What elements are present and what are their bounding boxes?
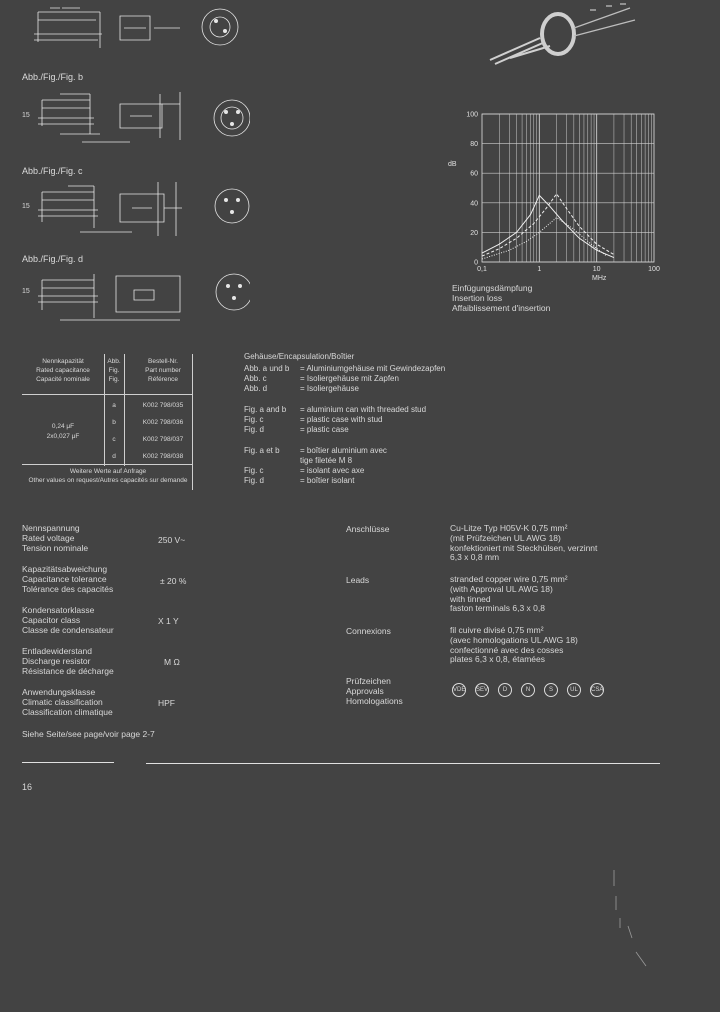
- table-row-part-number: K002 798/035: [142, 402, 184, 409]
- spec-climatic-value: HPF: [158, 698, 175, 708]
- chart-x-tick-label: 0,1: [477, 266, 487, 273]
- table-row-part-number: K002 798/037: [142, 436, 184, 443]
- chart-y-tick-label: 0: [474, 259, 478, 267]
- see-page-note: Siehe Seite/see page/voir page 2-7: [22, 729, 155, 739]
- enclosure-label: Fig. c: [244, 415, 264, 424]
- footer-rule-left: [22, 762, 114, 763]
- figure-d-label: Abb./Fig./Fig. d: [22, 254, 84, 264]
- enclosure-label: Abb. d: [244, 384, 268, 393]
- table-row-part-number: K002 798/036: [142, 419, 184, 426]
- enclosure-label: Fig. d: [244, 425, 265, 434]
- spec-climatic-labels: Anwendungsklasse Climatic classification Classification climatique: [22, 687, 113, 717]
- chart-y-tick-label: 40: [470, 200, 478, 208]
- chart-y-tick-label: 60: [470, 170, 478, 178]
- chart-x-tick-label: 1: [537, 266, 542, 273]
- table-row-fig: d: [112, 453, 116, 460]
- spec-discharge-labels: Entladewiderstand Discharge resistor Résistance de décharge: [22, 646, 114, 676]
- figure-b-drawing: [20, 84, 250, 154]
- enclosure-label: Fig. a and b: [244, 405, 287, 414]
- d-mark-icon: D: [498, 683, 512, 697]
- connections-label-fr: Connexions: [346, 626, 391, 636]
- connections-value-de: Cu-Litze Typ H05V-K 0,75 mm² (mit Prüfzeichen UL AWG 18) konfektioniert mit Steckhülsen, verzinnt 6,3 x 0,8 mm: [450, 523, 598, 563]
- enclosure-label: Fig. c: [244, 466, 264, 475]
- connections-label-de: Anschlüsse: [346, 524, 390, 534]
- ul-mark-icon: UL: [567, 683, 581, 697]
- chart-y-tick-label: 100: [466, 111, 478, 119]
- enclosure-label: Abb. c: [244, 374, 267, 383]
- chart-frame: [482, 114, 654, 262]
- spec-rated-voltage-value: 250 V~: [158, 535, 186, 545]
- spec-class-value: X 1 Y: [158, 616, 179, 626]
- enclosure-title: Gehäuse/Encapsulation/Boîtier: [244, 352, 355, 361]
- enclosure-value: = Isoliergehäuse: [300, 384, 359, 393]
- figure-d-lead-label: 15: [22, 288, 30, 295]
- enclosure-value: = aluminium can with threaded stud: [300, 405, 427, 414]
- spec-tolerance-labels: Kapazitätsabweichung Capacitance tolerance Tolérance des capacités: [22, 564, 114, 594]
- enclosure-label: Fig. d: [244, 476, 265, 485]
- enclosure-value: = plastic case with stud: [300, 415, 383, 424]
- figure-c-drawing: [20, 178, 250, 242]
- table-header-figure: Abb. Fig. Fig.: [107, 358, 121, 383]
- enclosure-value: = Isoliergehäuse mit Zapfen: [300, 374, 399, 383]
- margin-marks: [606, 866, 656, 976]
- enclosure-value: = boîtier isolant: [300, 476, 355, 485]
- s-mark-icon: S: [544, 683, 558, 697]
- ordering-table: [22, 352, 194, 492]
- table-row-fig: a: [112, 402, 116, 409]
- connections-value-fr: fil cuivre divisé 0,75 mm² (avec homologations UL AWG 18) confectionné avec des cosses plates 6,3 x 0,8, étamées: [450, 625, 578, 665]
- table-footer: Weitere Werte auf Anfrage Other values on request/Autres capacités sur demande: [28, 468, 188, 484]
- spec-class-labels: Kondensatorklasse Capacitor class Classe de condensateur: [22, 605, 114, 635]
- approval-marks: [452, 683, 604, 697]
- figure-b-lead-label: 15: [22, 112, 30, 119]
- chart-y-tick-label: 20: [470, 229, 478, 237]
- page-number: 16: [22, 782, 33, 792]
- connections-value-en: stranded copper wire 0,75 mm² (with Approval UL AWG 18) with tinned faston terminals 6,3 x 0,8: [450, 574, 568, 614]
- table-row-fig: b: [112, 419, 116, 426]
- chart-y-tick-label: 80: [470, 141, 478, 149]
- chart-caption: Einfügungsdämpfung Insertion loss Affaiblissement d'insertion: [452, 283, 551, 314]
- table-row-part-number: K002 798/038: [142, 453, 184, 460]
- enclosure-value: tige filetée M 8: [300, 456, 353, 465]
- table-row-fig: c: [112, 436, 116, 443]
- table-header-capacitance: Nennkapazität Rated capacitance Capacité nominale: [36, 358, 90, 383]
- csa-mark-icon: CSA: [590, 683, 604, 697]
- vde-mark-icon: VDE: [452, 683, 466, 697]
- figure-b-label: Abb./Fig./Fig. b: [22, 72, 84, 82]
- figure-d-drawing: [20, 266, 250, 328]
- n-mark-icon: N: [521, 683, 535, 697]
- spec-tolerance-value: ± 20 %: [160, 576, 187, 586]
- figure-c-label: Abb./Fig./Fig. c: [22, 166, 83, 176]
- approvals-labels: Prüfzeichen Approvals Homologations: [346, 676, 403, 706]
- spec-rated-voltage-labels: Nennspannung Rated voltage Tension nominale: [22, 523, 89, 553]
- footer-rule-right: [146, 763, 660, 764]
- table-header-part-number: Bestell-Nr. Part number Référence: [145, 358, 181, 383]
- sev-mark-icon: SEV: [475, 683, 489, 697]
- enclosure-value: = isolant avec axe: [300, 466, 365, 475]
- table-capacitance-values: 0,24 μF 2x0,027 μF: [46, 423, 80, 440]
- spec-discharge-value: M Ω: [164, 657, 180, 667]
- insertion-loss-chart: [440, 104, 670, 282]
- chart-ticks: [466, 112, 660, 274]
- chart-grid: [482, 114, 654, 262]
- figure-c-lead-label: 15: [22, 203, 30, 210]
- chart-series-line: [482, 218, 607, 259]
- enclosure-label: Fig. a et b: [244, 446, 280, 455]
- enclosure-label: Abb. a und b: [244, 364, 290, 373]
- enclosure-value: = plastic case: [300, 425, 349, 434]
- capacitor-photo: [470, 0, 660, 70]
- chart-ylabel: dB: [448, 161, 457, 168]
- connections-label-en: Leads: [346, 575, 370, 585]
- enclosure-value: = boîtier aluminium avec: [300, 446, 387, 455]
- chart-x-tick-label: 100: [648, 266, 660, 273]
- enclosure-value: = Aluminiumgehäuse mit Gewindezapfen: [300, 364, 446, 373]
- figure-a-drawing: [20, 0, 250, 58]
- chart-x-tick-label: 10: [592, 266, 601, 273]
- chart-xlabel: MHz: [592, 275, 607, 282]
